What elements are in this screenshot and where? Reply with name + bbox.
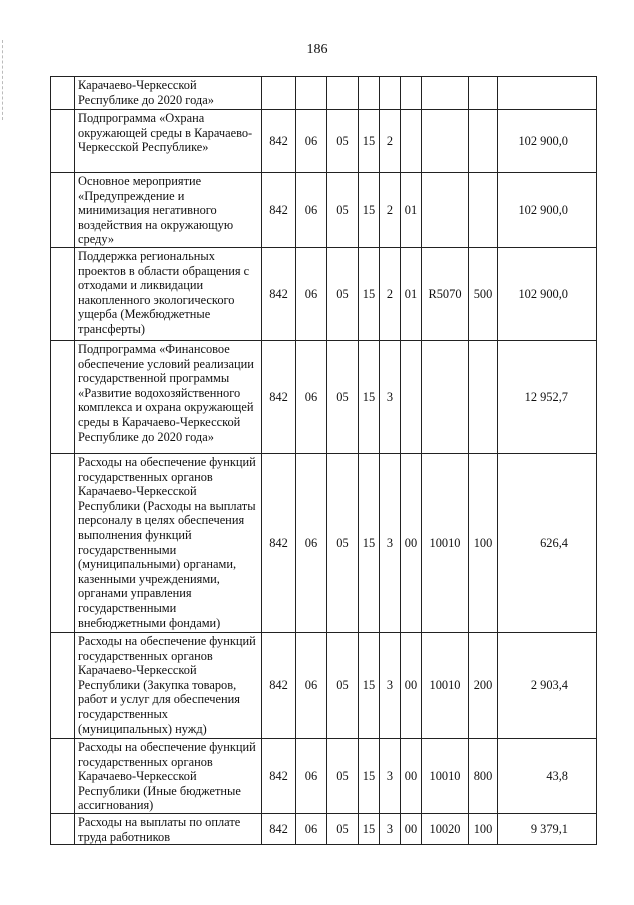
row-number-cell: [51, 110, 75, 173]
admin-code-cell: 842: [262, 738, 296, 813]
budget-table: [50, 76, 597, 845]
direction-code-cell: [422, 110, 469, 173]
description-cell: Подпрограмма «Финансовое обеспечение условий реализации государственной программы «Развитие водохозяйственного комплекса и охрана окружающей среды в Карачаево-Черкесской Республике до 2020 года»: [75, 340, 262, 453]
amount-cell: 626,4: [498, 453, 597, 632]
section-code-cell: 06: [296, 632, 327, 738]
subsection-code-cell: 05: [327, 738, 359, 813]
direction-code-cell: [422, 173, 469, 248]
subsection-code-cell: [327, 77, 359, 110]
admin-code-cell: [262, 77, 296, 110]
activity-code-cell: 01: [401, 247, 422, 340]
subsection-code-cell: 05: [327, 247, 359, 340]
table-row: [51, 77, 597, 110]
section-code-cell: 06: [296, 173, 327, 248]
budget-table-body: [51, 77, 597, 845]
program-code-cell: 15: [359, 453, 380, 632]
expense-type-cell: 100: [469, 813, 498, 844]
admin-code-cell: 842: [262, 173, 296, 248]
amount-cell: 102 900,0: [498, 110, 597, 173]
description-cell: Расходы на обеспечение функций государственных органов Карачаево-Черкесской Республики (Расходы на выплаты персоналу в целях обеспечения выполнения функций государственными (муниципальными) органами, казенными учреждениями, органами управления государственными внебюджетными фондами): [75, 453, 262, 632]
section-code-cell: 06: [296, 247, 327, 340]
amount-cell: 9 379,1: [498, 813, 597, 844]
table-row: [51, 632, 597, 738]
subprogram-code-cell: 2: [380, 110, 401, 173]
subprogram-code-cell: 3: [380, 453, 401, 632]
description-cell: Расходы на обеспечение функций государственных органов Карачаево-Черкесской Республики (Иные бюджетные ассигнования): [75, 738, 262, 813]
subprogram-code-cell: 2: [380, 173, 401, 248]
amount-cell: [498, 77, 597, 110]
program-code-cell: 15: [359, 340, 380, 453]
program-code-cell: [359, 77, 380, 110]
description-cell: Карачаево-Черкесской Республике до 2020 года»: [75, 77, 262, 110]
subsection-code-cell: 05: [327, 813, 359, 844]
subprogram-code-cell: 3: [380, 340, 401, 453]
row-number-cell: [51, 340, 75, 453]
subsection-code-cell: 05: [327, 340, 359, 453]
description-cell: Поддержка региональных проектов в области обращения с отходами и ликвидации накопленного экологического ущерба (Межбюджетные трансферты): [75, 247, 262, 340]
direction-code-cell: [422, 340, 469, 453]
expense-type-cell: [469, 110, 498, 173]
activity-code-cell: 00: [401, 738, 422, 813]
row-number-cell: [51, 77, 75, 110]
row-number-cell: [51, 813, 75, 844]
amount-cell: 102 900,0: [498, 247, 597, 340]
direction-code-cell: 10010: [422, 453, 469, 632]
subprogram-code-cell: 3: [380, 813, 401, 844]
row-number-cell: [51, 632, 75, 738]
admin-code-cell: 842: [262, 247, 296, 340]
table-row: [51, 813, 597, 844]
table-row: [51, 173, 597, 248]
section-code-cell: 06: [296, 813, 327, 844]
table-row: [51, 110, 597, 173]
row-number-cell: [51, 453, 75, 632]
direction-code-cell: 10010: [422, 632, 469, 738]
amount-cell: 12 952,7: [498, 340, 597, 453]
direction-code-cell: [422, 77, 469, 110]
table-row: [51, 247, 597, 340]
description-cell: Расходы на выплаты по оплате труда работников: [75, 813, 262, 844]
activity-code-cell: 00: [401, 632, 422, 738]
direction-code-cell: 10010: [422, 738, 469, 813]
activity-code-cell: [401, 340, 422, 453]
subprogram-code-cell: 3: [380, 632, 401, 738]
expense-type-cell: 200: [469, 632, 498, 738]
page-number: 186: [306, 42, 328, 57]
admin-code-cell: 842: [262, 632, 296, 738]
subsection-code-cell: 05: [327, 173, 359, 248]
expense-type-cell: [469, 340, 498, 453]
activity-code-cell: [401, 77, 422, 110]
direction-code-cell: 10020: [422, 813, 469, 844]
program-code-cell: 15: [359, 110, 380, 173]
description-cell: Подпрограмма «Охрана окружающей среды в Карачаево-Черкесской Республике»: [75, 110, 262, 173]
admin-code-cell: 842: [262, 110, 296, 173]
admin-code-cell: 842: [262, 340, 296, 453]
subprogram-code-cell: 3: [380, 738, 401, 813]
subsection-code-cell: 05: [327, 632, 359, 738]
section-code-cell: 06: [296, 340, 327, 453]
activity-code-cell: [401, 110, 422, 173]
expense-type-cell: 800: [469, 738, 498, 813]
program-code-cell: 15: [359, 173, 380, 248]
section-code-cell: [296, 77, 327, 110]
amount-cell: 43,8: [498, 738, 597, 813]
row-number-cell: [51, 173, 75, 248]
amount-cell: 2 903,4: [498, 632, 597, 738]
description-cell: Расходы на обеспечение функций государственных органов Карачаево-Черкесской Республики (Закупка товаров, работ и услуг для обеспечения государственных (муниципальных) нужд): [75, 632, 262, 738]
admin-code-cell: 842: [262, 813, 296, 844]
table-row: [51, 340, 597, 453]
expense-type-cell: [469, 77, 498, 110]
program-code-cell: 15: [359, 738, 380, 813]
expense-type-cell: 100: [469, 453, 498, 632]
direction-code-cell: R5070: [422, 247, 469, 340]
admin-code-cell: 842: [262, 453, 296, 632]
amount-cell: 102 900,0: [498, 173, 597, 248]
activity-code-cell: 01: [401, 173, 422, 248]
subsection-code-cell: 05: [327, 453, 359, 632]
section-code-cell: 06: [296, 453, 327, 632]
program-code-cell: 15: [359, 247, 380, 340]
subprogram-code-cell: 2: [380, 247, 401, 340]
activity-code-cell: 00: [401, 453, 422, 632]
expense-type-cell: [469, 173, 498, 248]
subprogram-code-cell: [380, 77, 401, 110]
section-code-cell: 06: [296, 110, 327, 173]
table-row: [51, 738, 597, 813]
row-number-cell: [51, 738, 75, 813]
description-cell: Основное мероприятие «Предупреждение и минимизация негативного воздействия на окружающую среду»: [75, 173, 262, 248]
program-code-cell: 15: [359, 813, 380, 844]
subsection-code-cell: 05: [327, 110, 359, 173]
program-code-cell: 15: [359, 632, 380, 738]
activity-code-cell: 00: [401, 813, 422, 844]
expense-type-cell: 500: [469, 247, 498, 340]
section-code-cell: 06: [296, 738, 327, 813]
row-number-cell: [51, 247, 75, 340]
table-row: [51, 453, 597, 632]
